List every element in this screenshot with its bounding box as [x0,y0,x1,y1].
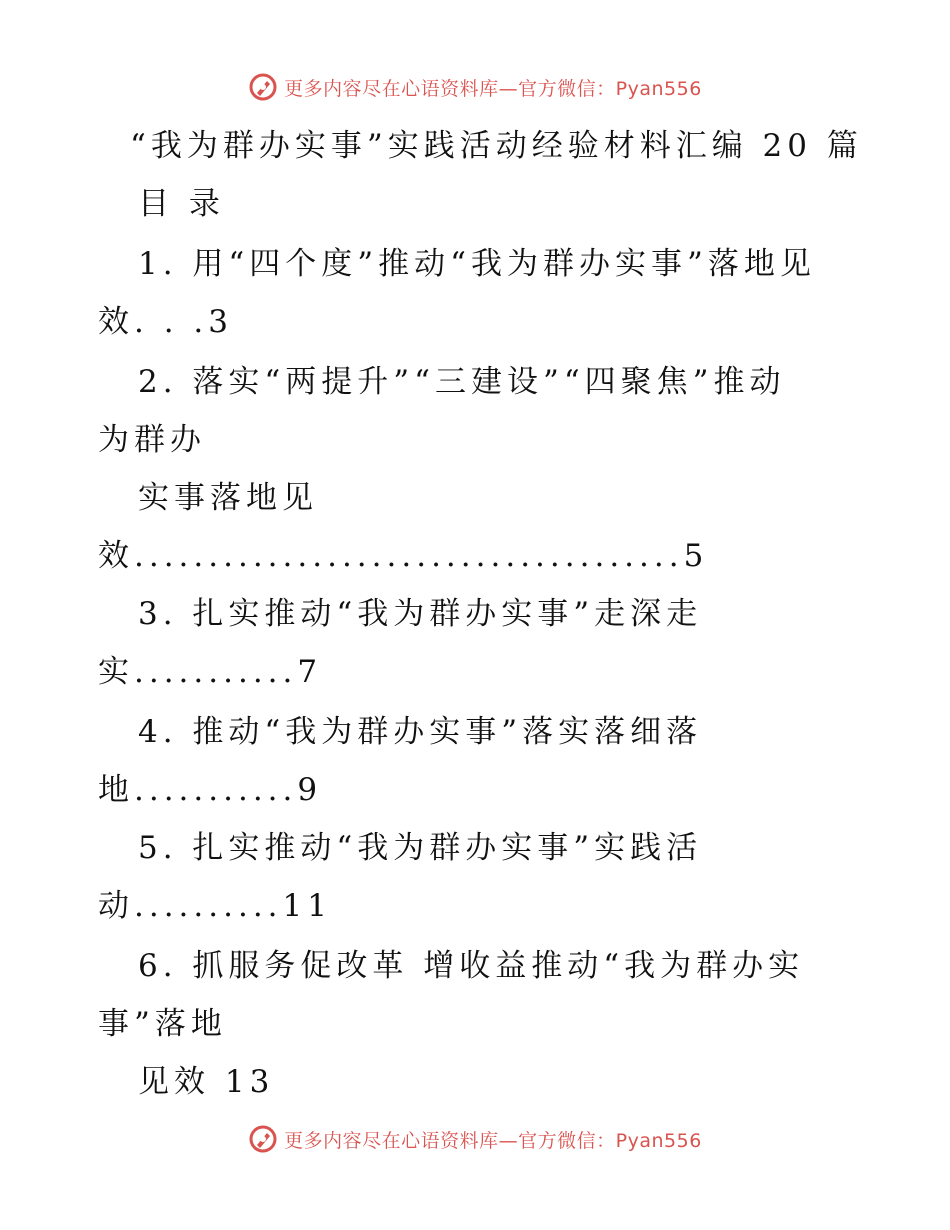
toc-entry-line: 事”落地 [98,1006,227,1042]
toc-entry-line: 动..........11 [98,888,332,924]
toc-entry-line: 4. 推动“我为群办实事”落实落细落 [138,714,703,750]
watermark-banner-bottom [0,1124,950,1154]
toc-entry-line: 1. 用“四个度”推动“我为群办实事”落地见 [138,246,816,282]
watermark-banner-top [0,72,950,102]
toc-entry-line: 2. 落实“两提升”“三建设”“四聚焦”推动 [138,364,786,400]
pen-logo-icon [248,72,278,102]
toc-entry-line: 地...........9 [98,772,323,808]
toc-entry-line: 为群办 [98,422,206,458]
pen-logo-icon [248,1124,278,1154]
toc-entry-line: 实事落地见 [138,480,318,516]
toc-entry-line: 效.....................................5 [98,538,709,574]
toc-entry-line: 5. 扎实推动“我为群办实事”实践活 [138,830,703,866]
watermark-text: 更多内容尽在心语资料库—官方微信：Pyan556 [284,1129,702,1152]
watermark-text: 更多内容尽在心语资料库—官方微信：Pyan556 [284,77,702,100]
toc-entry-line: 效. . .3 [98,304,233,340]
document-title: “我为群办实事”实践活动经验材料汇编 20 篇 [130,128,863,164]
toc-entry-line: 6. 抓服务促改革 增收益推动“我为群办实 [138,948,805,984]
toc-entry-line: 实...........7 [98,654,323,690]
toc-heading: 目 录 [138,186,225,222]
toc-entry-line: 3. 扎实推动“我为群办实事”走深走 [138,596,703,632]
toc-entry-line: 见效 13 [138,1064,275,1100]
